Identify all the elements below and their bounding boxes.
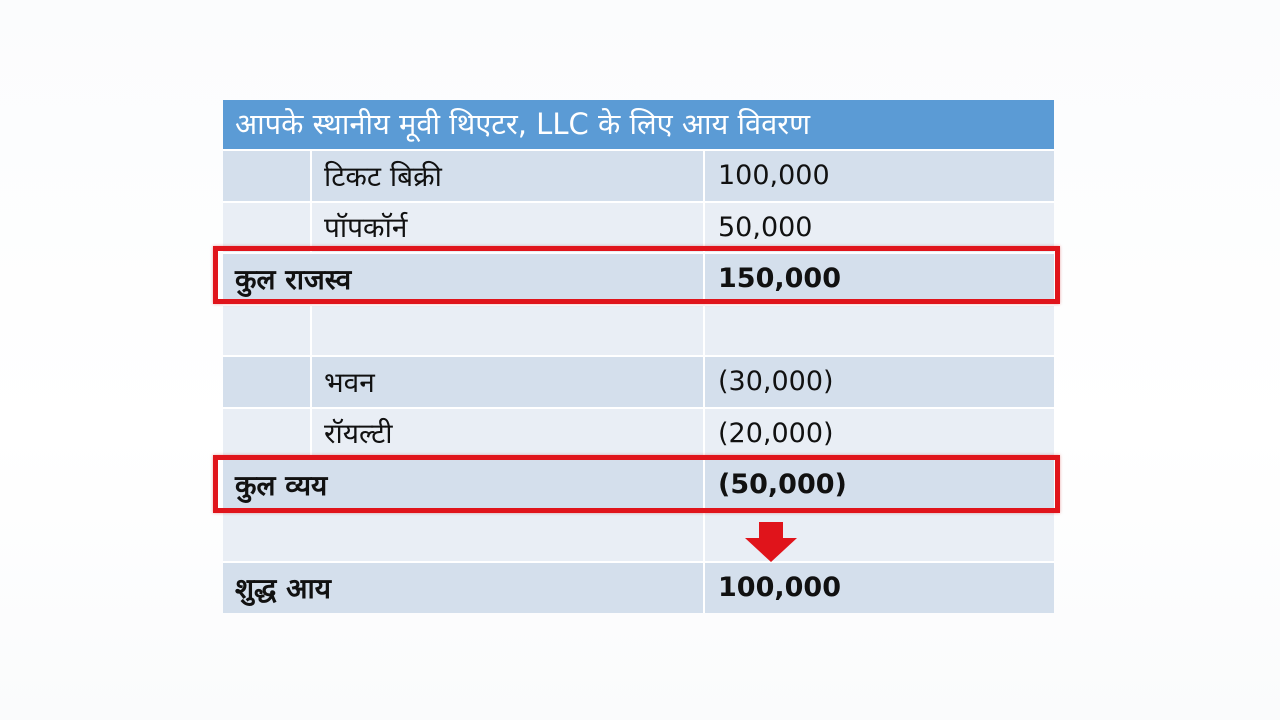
income-statement-table (223, 100, 1054, 613)
table-title: आपके स्थानीय मूवी थिएटर, LLC के लिए आय विवरण (223, 100, 1054, 149)
row-value: (30,000) (705, 357, 1054, 407)
indent-cell (223, 357, 312, 407)
total-revenue-highlight-box (213, 246, 1060, 304)
table-row-ticket-sales (223, 149, 1054, 201)
table-row-blank (223, 304, 1054, 356)
table-row-net-income (223, 561, 1054, 613)
indent-cell (223, 409, 312, 459)
row-value: 50,000 (705, 203, 1054, 253)
row-value: 100,000 (705, 563, 1054, 613)
row-label: शुद्ध आय (223, 563, 705, 613)
row-label (312, 306, 705, 356)
indent-cell (223, 306, 312, 356)
indent-cell (223, 203, 312, 253)
row-label: कुल व्यय (223, 460, 705, 510)
table-row-building (223, 355, 1054, 407)
row-label: टिकट बिक्री (312, 151, 705, 201)
row-value: 100,000 (705, 151, 1054, 201)
table-row-blank (223, 510, 1054, 562)
row-value: (20,000) (705, 409, 1054, 459)
row-label: कुल राजस्व (223, 254, 705, 304)
row-value (705, 306, 1054, 356)
table-row-popcorn (223, 201, 1054, 253)
row-value: (50,000) (705, 460, 1054, 510)
row-label: रॉयल्टी (312, 409, 705, 459)
table-row-royalty (223, 407, 1054, 459)
total-expenses-highlight-box (213, 455, 1060, 513)
row-label: पॉपकॉर्न (312, 203, 705, 253)
row-label: भवन (312, 357, 705, 407)
row-label (223, 512, 705, 562)
indent-cell (223, 151, 312, 201)
row-value: 150,000 (705, 254, 1054, 304)
down-arrow-icon (745, 522, 797, 562)
